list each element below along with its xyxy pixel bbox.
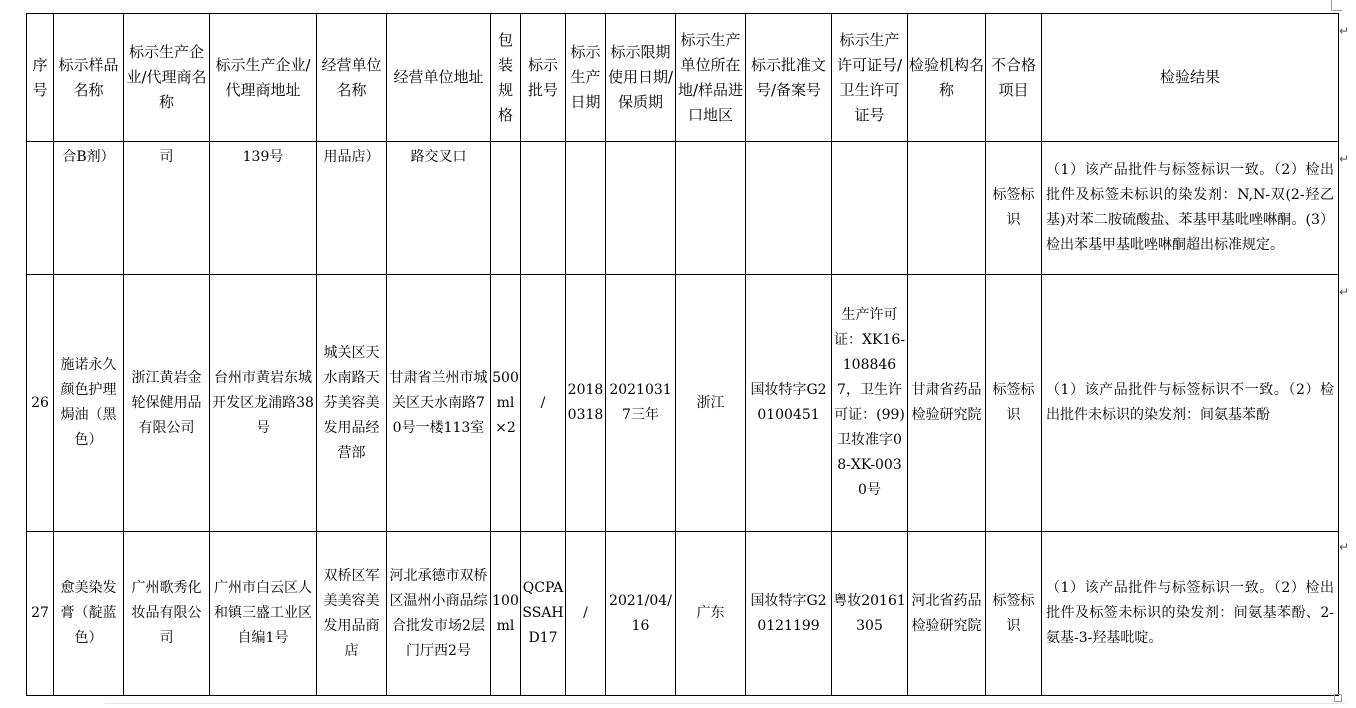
cell-expiry	[606, 142, 676, 275]
cell-prod-date: /	[566, 532, 606, 696]
page-corner-mark	[1334, 694, 1342, 702]
cell-spec: 100ml	[491, 532, 521, 696]
inspection-results-table	[26, 13, 1339, 696]
header-cell: 标示生产企业/代理商地址	[210, 14, 317, 142]
cell-spec: 500ml×2	[491, 275, 521, 532]
header-cell: 标示生产许可证号/卫生许可证号	[832, 14, 908, 142]
cell-prod-date: 20180318	[566, 275, 606, 532]
header-cell: 经营单位地址	[387, 14, 491, 142]
cell-approval: 国妆特字G20100451	[746, 275, 832, 532]
table-row	[27, 275, 1339, 532]
header-cell: 标示生产企业/代理商名称	[124, 14, 210, 142]
cell-company-address: 广州市白云区人和镇三盛工业区自编1号	[210, 532, 317, 696]
cell-origin	[676, 142, 746, 275]
cell-sample-name: 合B剂）	[54, 142, 124, 275]
cell-no	[27, 142, 54, 275]
cell-prod-date	[566, 142, 606, 275]
header-cell: 包装规格	[491, 14, 521, 142]
cell-batch	[521, 142, 566, 275]
cell-no: 27	[27, 532, 54, 696]
header-cell: 检验结果	[1042, 14, 1339, 142]
cell-dealer: 城关区天水南路天芬美容美发用品经营部	[317, 275, 387, 532]
cell-dealer-address: 路交叉口	[387, 142, 491, 275]
cell-no: 26	[27, 275, 54, 532]
cell-license	[832, 142, 908, 275]
cell-approval	[746, 142, 832, 275]
cell-lab: 甘肃省药品检验研究院	[908, 275, 986, 532]
page-edge-line	[105, 703, 1345, 704]
cell-dealer: 用品店）	[317, 142, 387, 275]
cell-dealer-address: 甘肃省兰州市城关区天水南路70号一楼113室	[387, 275, 491, 532]
table-row	[27, 532, 1339, 696]
header-cell: 标示批准文号/备案号	[746, 14, 832, 142]
cell-sample-name: 愈美染发膏（靛蓝色）	[54, 532, 124, 696]
cell-result: （1）该产品批件与标签标识不一致。（2）检出批件未标识的染发剂：间氨基苯酚	[1042, 275, 1339, 532]
cell-spec	[491, 142, 521, 275]
header-cell: 标示限期使用日期/保质期	[606, 14, 676, 142]
cell-batch: /	[521, 275, 566, 532]
header-cell: 标示样品名称	[54, 14, 124, 142]
cell-company: 浙江黄岩金轮保健用品有限公司	[124, 275, 210, 532]
table-header-row	[27, 14, 1339, 142]
cell-failed-item: 标签标识	[986, 275, 1042, 532]
cell-lab	[908, 142, 986, 275]
cell-company-address: 139号	[210, 142, 317, 275]
cell-batch: QCPASSAHD17	[521, 532, 566, 696]
cell-result: （1）该产品批件与标签标识一致。（2）检出批件及标签未标识的染发剂：间氨基苯酚、2-氨基-3-羟基吡啶。	[1042, 532, 1339, 696]
header-cell: 序号	[27, 14, 54, 142]
paragraph-mark-icon: ↵	[1339, 24, 1350, 38]
cell-dealer: 双桥区军美美容美发用品商店	[317, 532, 387, 696]
cell-sample-name: 施诺永久颜色护理焗油（黑色）	[54, 275, 124, 532]
header-cell: 标示生产日期	[566, 14, 606, 142]
cell-expiry: 20210317三年	[606, 275, 676, 532]
paragraph-mark-icon: ↵	[1339, 152, 1350, 166]
cell-expiry: 2021/04/16	[606, 532, 676, 696]
cell-failed-item: 标签标识	[986, 532, 1042, 696]
paragraph-mark-icon: ↵	[1339, 540, 1350, 554]
header-cell: 标示生产单位所在地/样品进口地区	[676, 14, 746, 142]
cell-dealer-address: 河北承德市双桥区温州小商品综合批发市场2层门厅西2号	[387, 532, 491, 696]
cell-approval: 国妆特字G20121199	[746, 532, 832, 696]
header-cell: 检验机构名称	[908, 14, 986, 142]
cell-company: 广州歌秀化妆品有限公司	[124, 532, 210, 696]
header-cell: 不合格项目	[986, 14, 1042, 142]
cell-license: 粤妆20161305	[832, 532, 908, 696]
page-corner-mark	[1331, 0, 1342, 11]
cell-lab: 河北省药品检验研究院	[908, 532, 986, 696]
header-cell: 标示批号	[521, 14, 566, 142]
cell-result: （1）该产品批件与标签标识一致。（2）检出批件及标签未标识的染发剂：N,N-双(2-羟乙基)对苯二胺硫酸盐、苯基甲基吡唑啉酮。(3）检出苯基甲基吡唑啉酮超出标准规定。	[1042, 142, 1339, 275]
table-row	[27, 142, 1339, 275]
cell-company: 司	[124, 142, 210, 275]
header-cell: 经营单位名称	[317, 14, 387, 142]
cell-license: 生产许可证：XK16-1088467，卫生许可证：(99)卫妆准字08-XK-0030号	[832, 275, 908, 532]
cell-failed-item: 标签标识	[986, 142, 1042, 275]
paragraph-mark-icon: ↵	[1339, 285, 1350, 299]
cell-company-address: 台州市黄岩东城开发区龙浦路38号	[210, 275, 317, 532]
cell-origin: 浙江	[676, 275, 746, 532]
cell-origin: 广东	[676, 532, 746, 696]
